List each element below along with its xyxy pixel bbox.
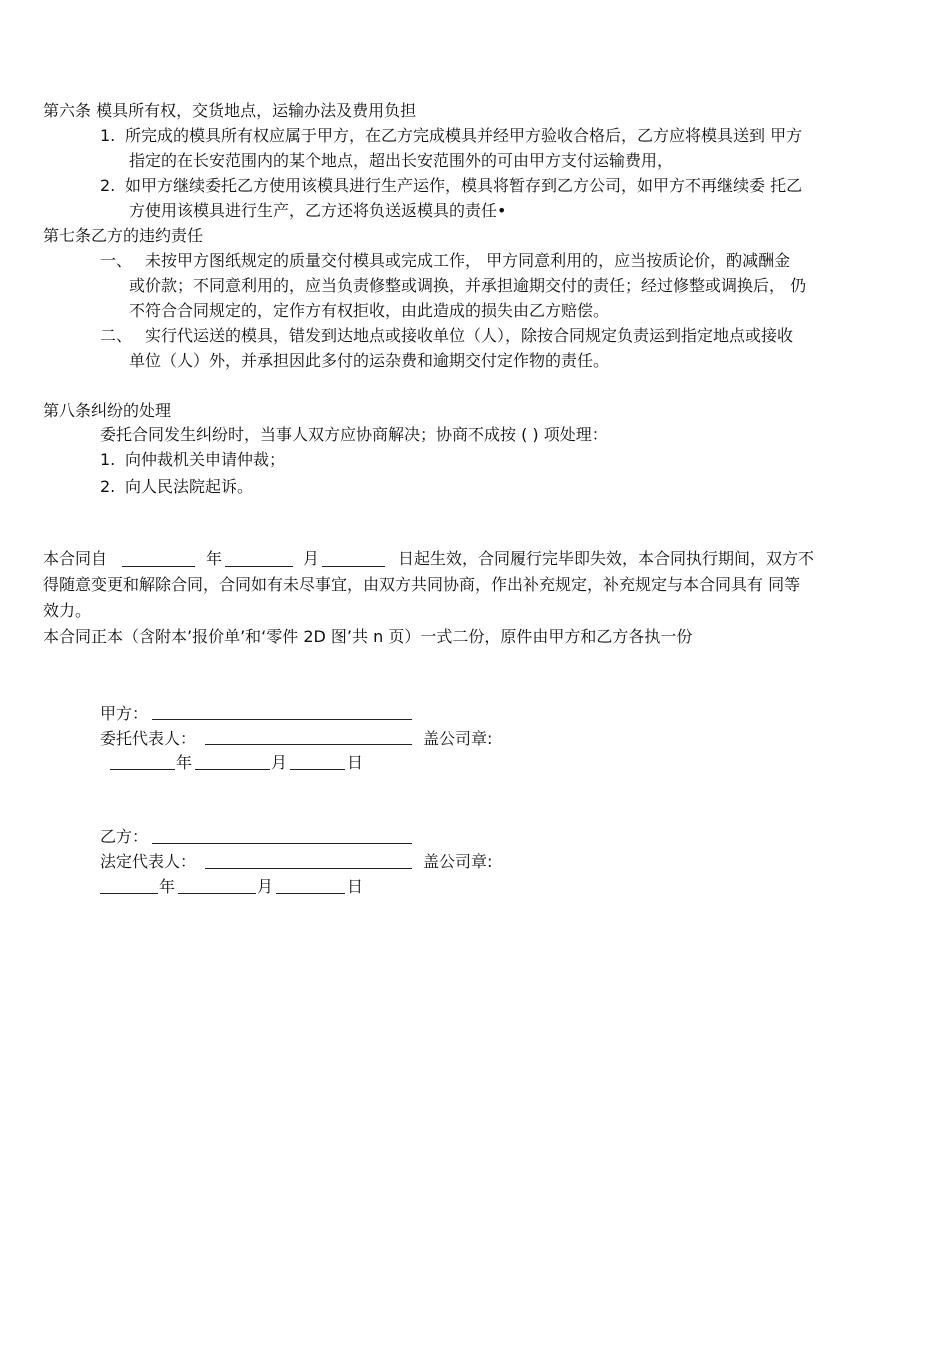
article6-item2-line2: 方使用该模具进行生产，乙方还将负送返模具的责任• (129, 201, 507, 220)
article7-item1-line2: 或价款；不同意利用的，应当负责修整或调换，并承担逾期交付的责任；经过修整或调换后， 仍 (129, 276, 807, 295)
article6-item1-line2: 指定的在长安范围内的某个地点，超出长安范围外的可由甲方支付运输费用， (129, 151, 674, 170)
effect-month-blank (322, 566, 385, 567)
effect-line3: 效力。 (43, 601, 92, 620)
article8-option2: 向人民法院起诉。 (125, 477, 254, 496)
party-b-rep-field[interactable] (205, 868, 412, 869)
party-a-day-field[interactable] (290, 769, 345, 770)
article6-item1-line1: 所完成的模具所有权应属于甲方，在乙方完成模具并经甲方验收合格后，乙方应将模具送到 甲方 (125, 126, 803, 145)
article7-item1-line1: 未按甲方图纸规定的质量交付模具或完成工作， 甲方同意利用的，应当按质论价，酌减酬金 (145, 251, 791, 270)
effect-copies: 本合同正本（含附本’报价单’和‘零件 2D 图’共 n 页）一式二份，原件由甲方和乙方各执一份 (43, 627, 693, 646)
article7-item1-number: 一、 (100, 251, 133, 270)
effect-start-blank (122, 566, 195, 567)
party-a-month-field[interactable] (195, 769, 270, 770)
article6-heading: 第六条 模具所有权，交货地点，运输办法及费用负担 (43, 101, 417, 120)
party-a-name-field[interactable] (152, 719, 412, 720)
party-b-year-field[interactable] (100, 893, 158, 894)
party-a-rep-label: 委托代表人： (100, 729, 197, 748)
party-a-rep-field[interactable] (205, 744, 412, 745)
party-b-day-field[interactable] (276, 893, 345, 894)
article7-item1-line3: 不符合合同规定的，定作方有权拒收，由此造成的损失由乙方赔偿。 (129, 301, 610, 320)
article8-option1: 向仲裁机关申请仲裁； (125, 450, 286, 469)
party-b-year-label: 年 (159, 877, 176, 896)
party-a-year-label: 年 (176, 753, 193, 772)
party-b-label: 乙方： (100, 827, 149, 846)
effect-start: 本合同自 (43, 549, 108, 568)
party-b-name-field[interactable] (152, 843, 412, 844)
article7-item2-number: 二、 (100, 326, 133, 345)
article7-item2-line2: 单位（人）外，并承担因此多付的运杂费和逾期交付定作物的责任。 (129, 351, 610, 370)
party-b-day-label: 日 (347, 877, 364, 896)
effect-year-label: 年 (206, 549, 223, 568)
article6-item2-line1: 如甲方继续委托乙方使用该模具进行生产运作，模具将暂存到乙方公司，如甲方不再继续委 托乙 (125, 176, 803, 195)
party-b-month-label: 月 (257, 877, 274, 896)
party-a-day-label: 日 (347, 753, 364, 772)
party-a-seal-label: 盖公司章: (423, 729, 493, 748)
party-b-seal-label: 盖公司章: (423, 852, 493, 871)
article6-item1-number: 1. (100, 126, 116, 145)
article8-option2-number: 2. (100, 477, 116, 496)
party-b-rep-label: 法定代表人： (100, 852, 197, 871)
article8-heading: 第八条纠纷的处理 (43, 401, 172, 420)
article6-item2-number: 2. (100, 176, 116, 195)
article7-item2-line1: 实行代运送的模具，错发到达地点或接收单位（人），除按合同规定负责运到指定地点或接收 (145, 326, 794, 345)
party-b-month-field[interactable] (178, 893, 256, 894)
article7-heading: 第七条乙方的违约责任 (43, 226, 204, 245)
effect-line2: 得随意变更和解除合同，合同如有未尽事宜，由双方共同协商，作出补充规定，补充规定与本合同具有 同等 (43, 575, 801, 594)
party-a-month-label: 月 (271, 753, 288, 772)
effect-line1-rest: 日起生效，合同履行完毕即失效，本合同执行期间，双方不 (398, 549, 815, 568)
effect-month-label: 月 (303, 549, 320, 568)
effect-year-blank (225, 566, 293, 567)
article8-intro: 委托合同发生纠纷时，当事人双方应协商解决；协商不成按 ( ) 项处理： (100, 425, 608, 444)
party-a-label: 甲方： (100, 704, 149, 723)
party-a-year-field[interactable] (110, 769, 175, 770)
article8-option1-number: 1. (100, 450, 116, 469)
